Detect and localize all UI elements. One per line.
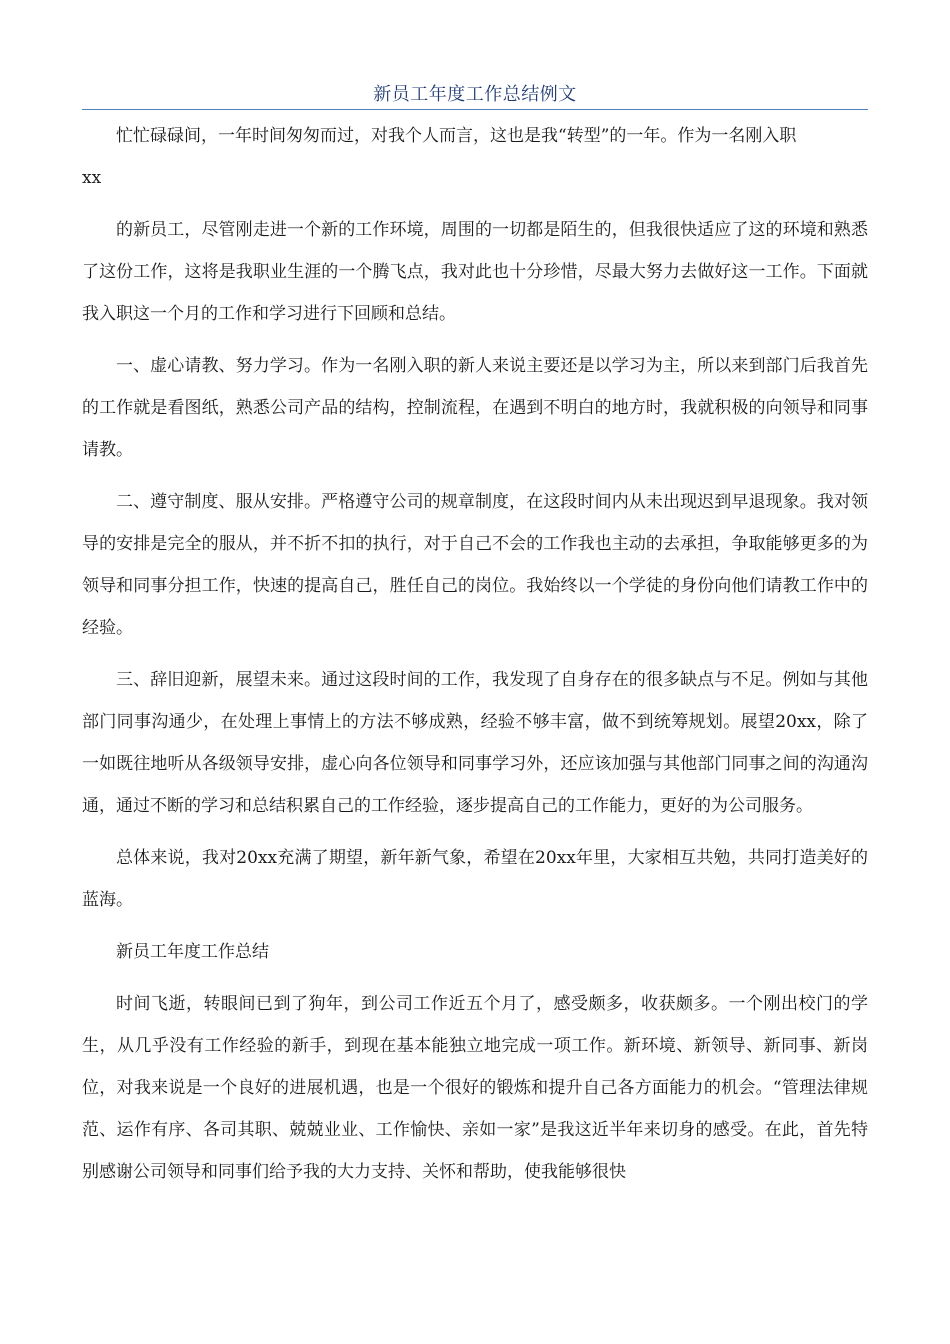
paragraph-new-employee: 的新员工，尽管刚走进一个新的工作环境，周围的一切都是陌生的，但我很快适应了这的环境和熟悉了这份工作，这将是我职业生涯的一个腾飞点，我对此也十分珍惜，尽最大努力去做好这一工作。下面就我入职这一个月的工作和学习进行下回顾和总结。: [82, 220, 868, 324]
paragraph-reflection: 时间飞逝，转眼间已到了狗年，到公司工作近五个月了，感受颇多，收获颇多。一个刚出校门的学生，从几乎没有工作经验的新手，到现在基本能独立地完成一项工作。新环境、新领导、新同事、新岗位，对我来说是一个良好的进展机遇，也是一个很好的锻炼和提升自己各方面能力的机会。“管理法律规范、运作有序、各司其职、兢兢业业、工作愉快、亲如一家”是我这近半年来切身的感受。在此，首先特别感谢公司领导和同事们给予我的大力支持、关怀和帮助，使我能够很快: [82, 994, 868, 1182]
document-body: [82, 115, 868, 1193]
document-title: 新员工年度工作总结例文: [373, 84, 577, 105]
intro-line: 忙忙碌碌间，一年时间匆匆而过，对我个人而言，这也是我“转型”的一年。作为一名刚入职: [116, 126, 797, 146]
title-underline: [82, 109, 868, 110]
section-heading: 新员工年度工作总结: [116, 942, 269, 962]
intro-line-continued: xx: [82, 168, 102, 188]
paragraph-outlook: 三、辞旧迎新，展望未来。通过这段时间的工作，我发现了自身存在的很多缺点与不足。例如与其他部门同事沟通少，在处理上事情上的方法不够成熟，经验不够丰富，做不到统筹规划。展望20xx，除了一如既往地听从各级领导安排，虚心向各位领导和同事学习外，还应该加强与其他部门同事之间的沟通沟通，通过不断的学习和总结积累自己的工作经验，逐步提高自己的工作能力，更好的为公司服务。: [82, 670, 868, 816]
paragraph-summary: 总体来说，我对20xx充满了期望，新年新气象，希望在20xx年里，大家相互共勉，共同打造美好的蓝海。: [82, 848, 868, 910]
paragraph-learning: 一、虚心请教、努力学习。作为一名刚入职的新人来说主要还是以学习为主，所以来到部门后我首先的工作就是看图纸，熟悉公司产品的结构，控制流程，在遇到不明白的地方时，我就积极的向领导和同事请教。: [82, 356, 868, 460]
paragraph-discipline: 二、遵守制度、服从安排。严格遵守公司的规章制度，在这段时间内从未出现迟到早退现象。我对领导的安排是完全的服从，并不折不扣的执行，对于自己不会的工作我也主动的去承担，争取能够更多的为领导和同事分担工作，快速的提高自己，胜任自己的岗位。我始终以一个学徒的身份向他们请教工作中的经验。: [82, 492, 868, 638]
